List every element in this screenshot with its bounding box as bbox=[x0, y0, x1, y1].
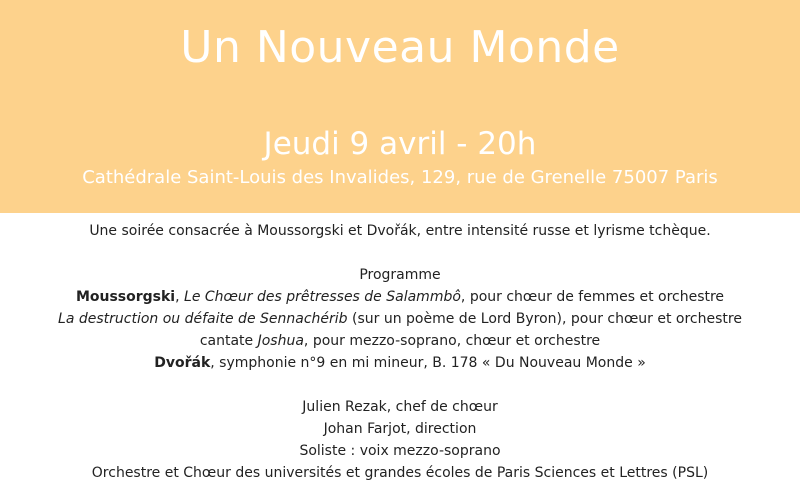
programme-work-4 bbox=[0, 352, 800, 374]
event-banner bbox=[0, 0, 800, 213]
work-title: La destruction ou défaite de Sennachérib bbox=[58, 311, 348, 327]
credit-chorus-master: Julien Rezak, chef de chœur bbox=[302, 399, 498, 415]
work-details: , pour mezzo-soprano, chœur et orchestre bbox=[303, 333, 601, 349]
credit-soloist: Soliste : voix mezzo-soprano bbox=[299, 443, 501, 459]
programme-heading: Programme bbox=[359, 267, 441, 283]
event-venue: Cathédrale Saint-Louis des Invalides, 129, rue de Grenelle 75007 Paris bbox=[82, 167, 718, 188]
spacer bbox=[0, 374, 800, 396]
composer-name: Dvořák bbox=[154, 355, 211, 371]
intro-text: Une soirée consacrée à Moussorgski et Dvořák, entre intensité russe et lyrisme tchèque. bbox=[89, 223, 711, 239]
credit-conductor: Johan Farjot, direction bbox=[323, 421, 477, 437]
event-title: Un Nouveau Monde bbox=[180, 22, 620, 73]
event-description bbox=[0, 220, 800, 484]
work-details: (sur un poème de Lord Byron), pour chœur et orchestre bbox=[347, 311, 742, 327]
spacer bbox=[0, 242, 800, 264]
work-prefix: cantate bbox=[199, 333, 258, 349]
event-date: Jeudi 9 avril - 20h bbox=[263, 126, 537, 162]
separator: , bbox=[175, 289, 185, 305]
programme-work-2 bbox=[0, 308, 800, 330]
programme-work-3 bbox=[0, 330, 800, 352]
work-title: Joshua bbox=[257, 333, 304, 349]
credit-ensemble: Orchestre et Chœur des universités et grandes écoles de Paris Sciences et Lettres (PSL) bbox=[91, 465, 709, 481]
programme-work-1 bbox=[0, 286, 800, 308]
work-details: , symphonie n°9 en mi mineur, B. 178 « Du Nouveau Monde » bbox=[210, 355, 646, 371]
composer-name: Moussorgski bbox=[75, 289, 176, 305]
work-title: Le Chœur des prêtresses de Salammbô bbox=[184, 289, 461, 305]
work-details: , pour chœur de femmes et orchestre bbox=[460, 289, 725, 305]
